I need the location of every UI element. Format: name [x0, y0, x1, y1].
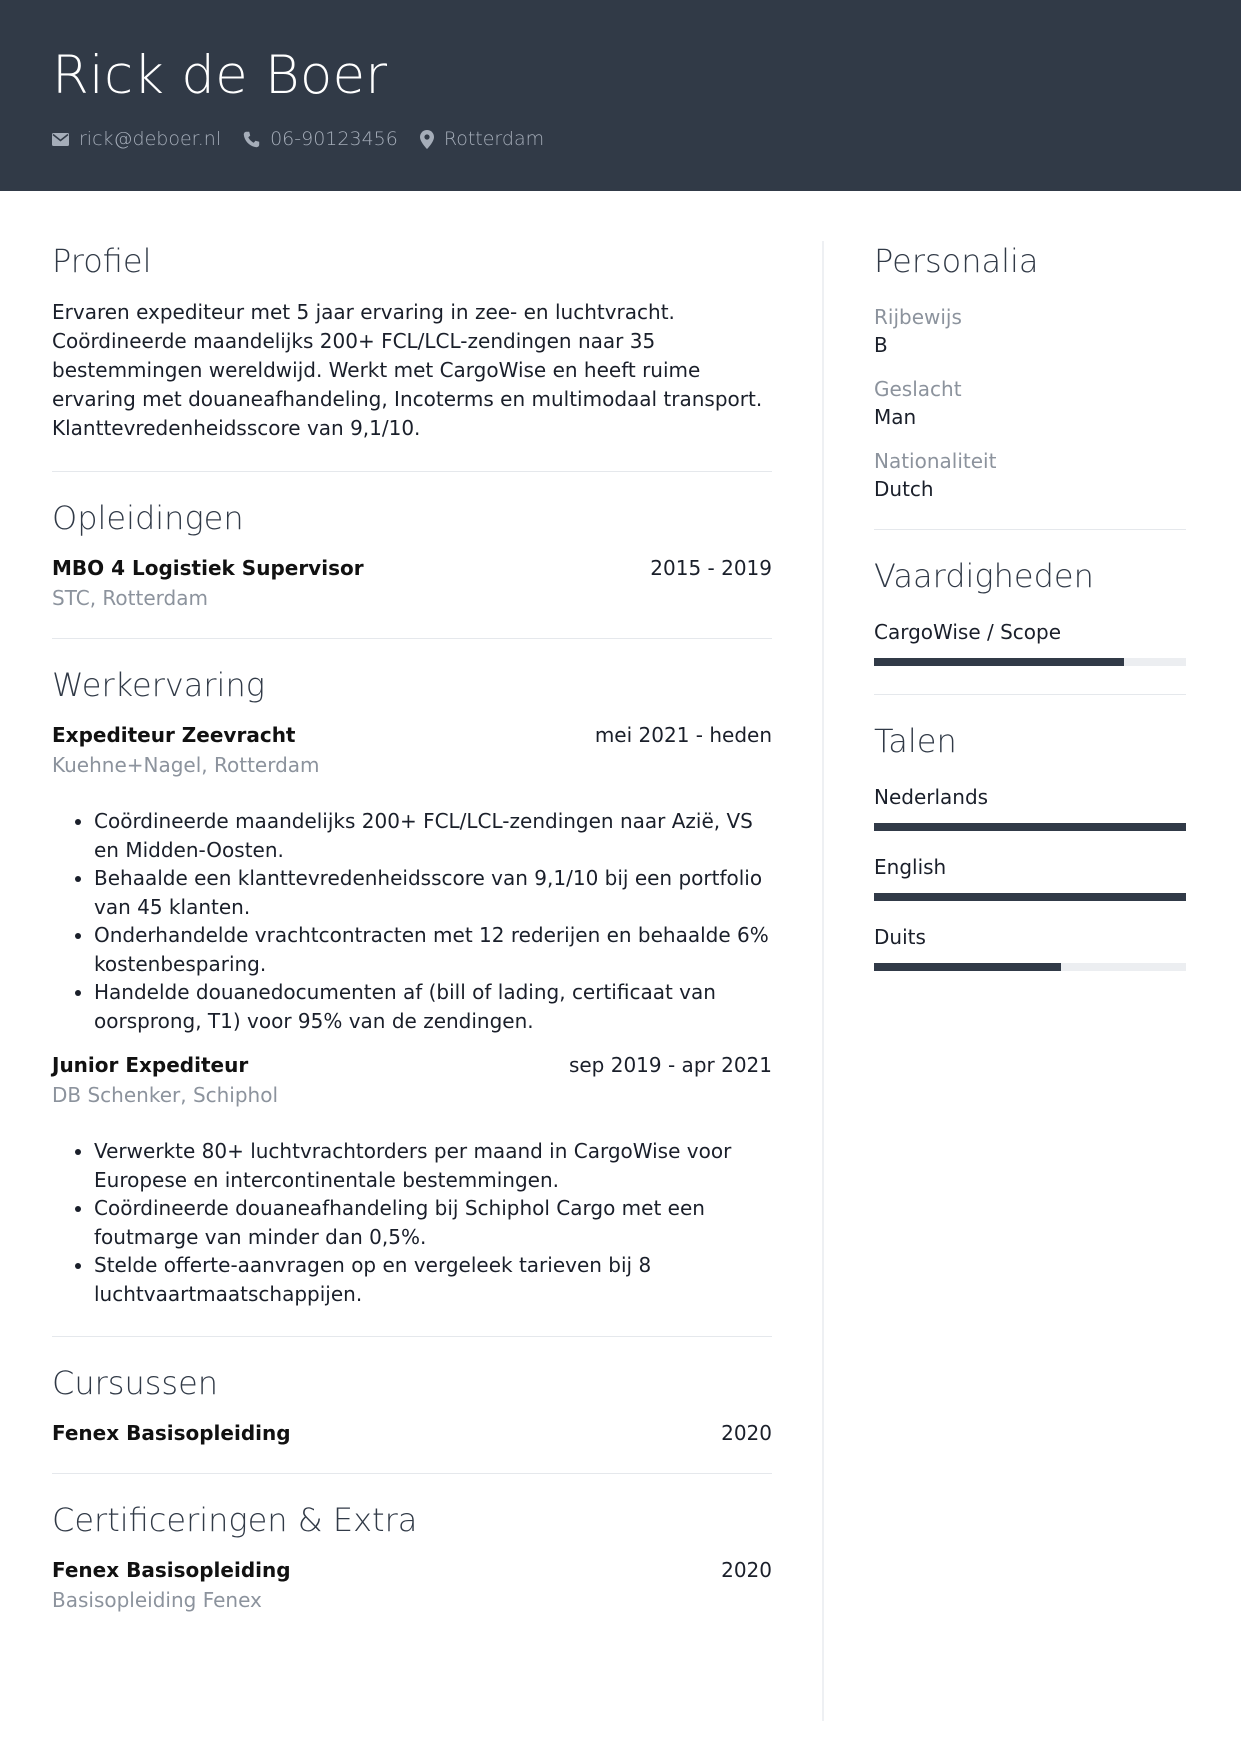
job-bullet: • Coördineerde maandelijks 200+ FCL/LCL-zendingen naar Azië, VS en Midden-Oosten. [94, 807, 772, 864]
phone-icon [243, 131, 260, 148]
section-title-courses: Cursussen [52, 1364, 219, 1402]
side-column [874, 241, 1186, 1721]
contact-location [420, 128, 544, 150]
language-entry [874, 925, 1186, 971]
certification-issuer: Basisopleiding Fenex [52, 1588, 262, 1612]
section-title-certifications: Certificeringen & Extra [52, 1501, 418, 1539]
language-level-fill [874, 823, 1186, 831]
skill-level-bar [874, 658, 1186, 666]
certification-name: Fenex Basisopleiding [52, 1558, 291, 1582]
language-level-bar [874, 823, 1186, 831]
job-dates: sep 2019 - apr 2021 [568, 1053, 772, 1077]
job-dates: mei 2021 - heden [594, 723, 772, 747]
phone-text: 06-90123456 [270, 128, 398, 150]
section-divider [52, 638, 772, 639]
language-name: English [874, 855, 947, 879]
certification-entry [52, 1558, 772, 1612]
resume-body [0, 191, 1241, 1721]
job-role: Junior Expediteur [52, 1053, 249, 1077]
personal-label: Geslacht [874, 377, 962, 401]
course-year: 2020 [721, 1421, 772, 1445]
section-divider [52, 1473, 772, 1474]
contact-info [52, 128, 1189, 150]
job-entry [52, 723, 772, 1035]
personal-value: Dutch [874, 477, 934, 501]
language-level-fill [874, 963, 1061, 971]
main-column [52, 241, 772, 1721]
map-pin-icon [420, 130, 434, 149]
section-title-personal: Personalia [874, 242, 1039, 280]
skill-name: CargoWise / Scope [874, 620, 1062, 644]
personal-fields [874, 305, 1186, 501]
job-bullet: • Onderhandelde vrachtcontracten met 12 rederijen en behaalde 6% kostenbesparing. [94, 921, 772, 978]
job-bullet: • Verwerkte 80+ luchtvrachtorders per maand in CargoWise voor Europese en intercontinentale bestemmingen. [94, 1137, 772, 1194]
envelope-icon [52, 133, 69, 146]
section-divider [52, 471, 772, 472]
education-entry [52, 556, 772, 610]
job-bullet: • Coördineerde douaneafhandeling bij Schiphol Cargo met een foutmarge van minder dan 0,5%. [94, 1194, 772, 1251]
job-bullet: • Stelde offerte-aanvragen op en vergeleek tarieven bij 8 luchtvaartmaatschappijen. [94, 1251, 772, 1308]
personal-label: Rijbewijs [874, 305, 962, 329]
job-bullet: • Handelde douanedocumenten af (bill of lading, certificaat van oorsprong, T1) voor 95% van de zendingen. [94, 978, 772, 1035]
profile-text: Ervaren expediteur met 5 jaar ervaring in zee- en luchtvracht. Coördineerde maandelijks 200+ FCL/LCL-zendingen naar 35 bestemmingen wereldwijd. Werkt met CargoWise en heeft ruime ervaring met douaneafhandeling, Incoterms en multimodaal transport. Klanttevredenheidsscore van 9,1/10. [52, 300, 763, 440]
job-bullets [52, 807, 772, 1035]
language-name: Duits [874, 925, 926, 949]
section-title-education: Opleidingen [52, 499, 244, 537]
language-entry [874, 785, 1186, 831]
education-degree: MBO 4 Logistiek Supervisor [52, 556, 364, 580]
course-entry [52, 1421, 772, 1445]
section-title-profile: Profiel [52, 242, 152, 280]
location-text: Rotterdam [443, 128, 545, 150]
section-title-languages: Talen [874, 722, 957, 760]
column-divider [822, 241, 824, 1721]
resume-header [0, 0, 1241, 191]
job-company: DB Schenker, Schiphol [52, 1083, 279, 1107]
personal-label: Nationaliteit [874, 449, 997, 473]
job-company: Kuehne+Nagel, Rotterdam [52, 753, 320, 777]
email-text: rick@deboer.nl [79, 128, 222, 150]
language-level-bar [874, 893, 1186, 901]
course-name: Fenex Basisopleiding [52, 1421, 291, 1445]
section-title-skills: Vaardigheden [874, 557, 1094, 595]
language-level-bar [874, 963, 1186, 971]
contact-phone[interactable] [243, 128, 398, 150]
language-entry [874, 855, 1186, 901]
certification-year: 2020 [721, 1558, 772, 1582]
education-dates: 2015 - 2019 [650, 556, 772, 580]
section-divider [52, 1336, 772, 1337]
contact-email[interactable] [52, 128, 221, 150]
section-divider [874, 529, 1186, 530]
skill-level-fill [874, 658, 1124, 666]
section-divider [874, 694, 1186, 695]
education-school: STC, Rotterdam [52, 586, 208, 610]
section-title-experience: Werkervaring [52, 666, 265, 704]
personal-value: Man [874, 405, 917, 429]
job-bullets [52, 1137, 772, 1308]
job-entry [52, 1053, 772, 1308]
personal-value: B [874, 333, 888, 357]
skill-entry [874, 620, 1186, 666]
language-name: Nederlands [874, 785, 989, 809]
language-level-fill [874, 893, 1186, 901]
job-role: Expediteur Zeevracht [52, 723, 296, 747]
job-bullet: • Behaalde een klanttevredenheidsscore van 9,1/10 bij een portfolio van 45 klanten. [94, 864, 772, 921]
candidate-name: Rick de Boer [52, 45, 388, 106]
